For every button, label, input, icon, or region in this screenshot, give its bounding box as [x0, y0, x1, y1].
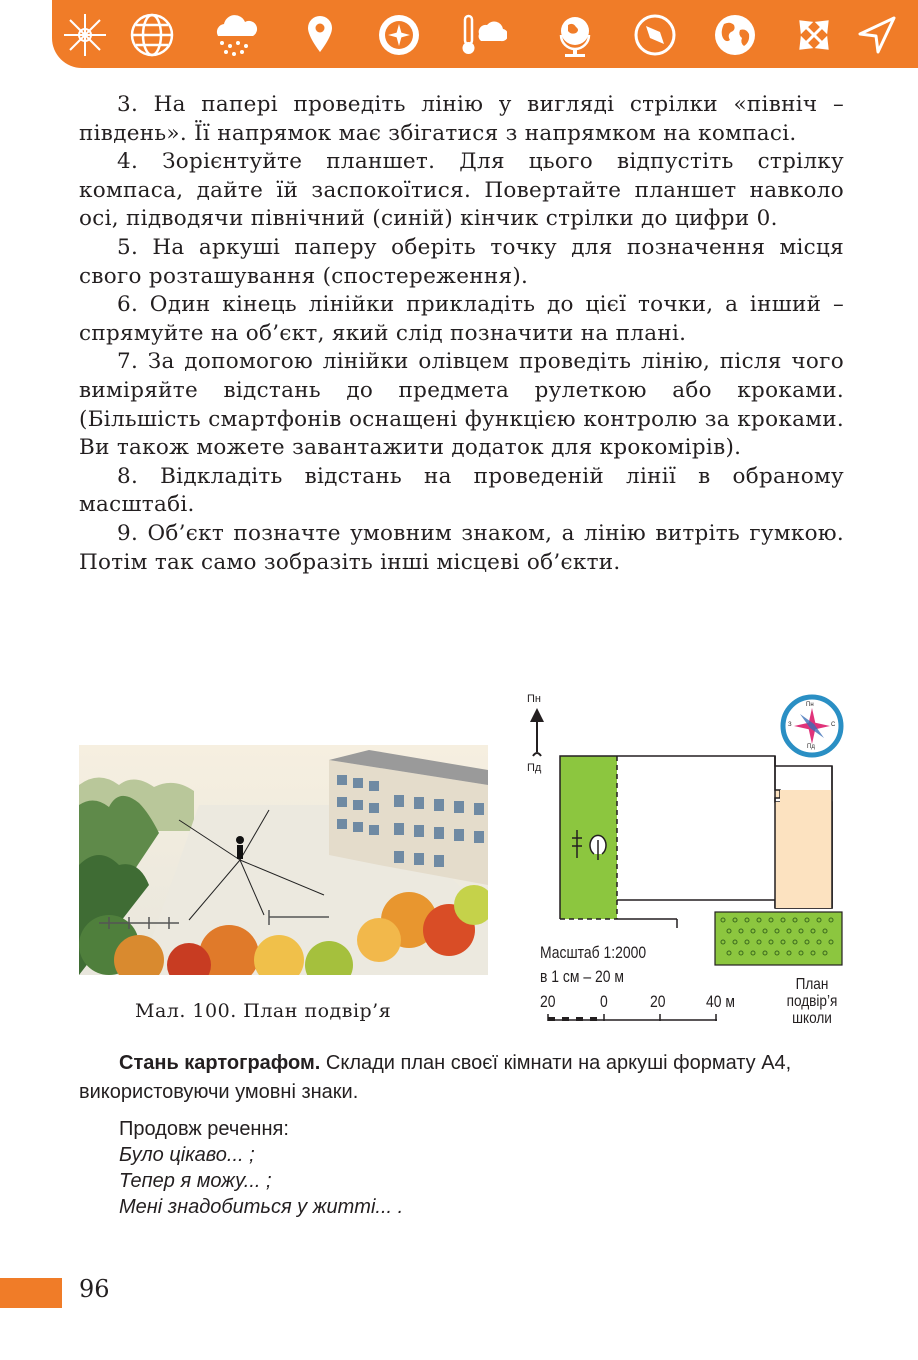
figure-caption: Мал. 100. План подвір’я	[135, 1000, 392, 1022]
step-4: 4. Зорієнтуйте планшет. Для цього відпустіть стрілку компаса, дайте їй заспокоїтися. Повертайте планшет навколо осі, підводячи північний (синій) кінчик стрілки до цифри 0.	[79, 149, 844, 232]
compass-e-label: С	[831, 722, 836, 728]
thermometer-icon	[457, 10, 507, 60]
directions-icon	[789, 10, 839, 60]
schoolyard-illustration	[79, 745, 488, 975]
scale-tick-20-left: 20	[540, 992, 556, 1011]
scale-tick-0: 0	[600, 992, 608, 1011]
task-title: Стань картографом.	[119, 1052, 321, 1074]
wind-rose-icon	[60, 10, 110, 60]
page-number-strip	[0, 1278, 62, 1308]
step-9: 9. Об’єкт позначте умовним знаком, а лінію витріть гумкою. Потім так само зобразіть інші місцеві об’єкти.	[79, 520, 844, 575]
step-3: 3. На папері проведіть лінію у вигляді стрілки «північ – південь». Її напрямок має збігатися з напрямком на компасі.	[79, 92, 844, 146]
south-label: Пд	[527, 762, 542, 774]
schoolyard-plan	[520, 690, 860, 1040]
compass-n-label: Пн	[806, 702, 814, 708]
north-label: Пн	[527, 693, 541, 705]
desk-globe-icon	[550, 10, 600, 60]
compass-needle-icon	[630, 10, 680, 60]
continue-line-2: Тепер я можу... ;	[119, 1170, 272, 1192]
continue-line-3: Мені знадобиться у житті... .	[119, 1196, 404, 1218]
compass-s-label: Пд	[807, 744, 815, 750]
plan-label	[778, 976, 846, 1027]
compass-w-label: З	[788, 722, 792, 728]
continue-line-1: Було цікаво... ;	[119, 1144, 255, 1166]
scale-description: в 1 см – 20 м	[540, 967, 624, 986]
scale-title: Масштаб 1:2000	[540, 943, 647, 962]
step-5: 5. На аркуші паперу оберіть точку для позначення місця свого розташування (спостереження).	[79, 234, 844, 289]
north-arrow-icon	[530, 708, 544, 756]
plan-label-line-3: школи	[792, 1010, 832, 1027]
step-7: 7. За допомогою лінійки олівцем проведіть лінію, після чого виміряйте відстань до предмета рулеткою або кроками. (Більшість смартфонів оснащені функцією контролю за кроками. Ви також можете завантажити додаток для крокомірів).	[79, 349, 844, 461]
header-bar	[52, 0, 918, 68]
instruction-steps	[79, 91, 844, 577]
rain-cloud-icon	[210, 10, 260, 60]
step-8: 8. Відкладіть відстань на проведеній лінії в обраному масштабі.	[79, 463, 844, 518]
task-text: Склади план своєї кімнати на аркуші формату А4, використовуючи умовні знаки.	[79, 1052, 792, 1103]
page-number: 96	[79, 1275, 110, 1303]
earth-icon	[710, 10, 760, 60]
globe-grid-icon	[127, 10, 177, 60]
scale-tick-20: 20	[650, 992, 666, 1011]
location-pin-icon	[295, 10, 345, 60]
compass-dial-icon	[374, 10, 424, 60]
task-block	[79, 1049, 849, 1107]
plan-label-line-1: План	[795, 976, 829, 993]
scale-tick-40: 40 м	[706, 992, 735, 1011]
step-6: 6. Один кінець лінійки прикладіть до цієї точки, а інший – спрямуйте на об’єкт, який слід позначити на плані.	[79, 292, 844, 346]
navigation-arrow-icon	[852, 10, 902, 60]
continue-label: Продовж речення:	[119, 1118, 289, 1140]
plan-label-line-2: подвір’я	[786, 993, 838, 1010]
continue-sentences	[119, 1116, 403, 1220]
